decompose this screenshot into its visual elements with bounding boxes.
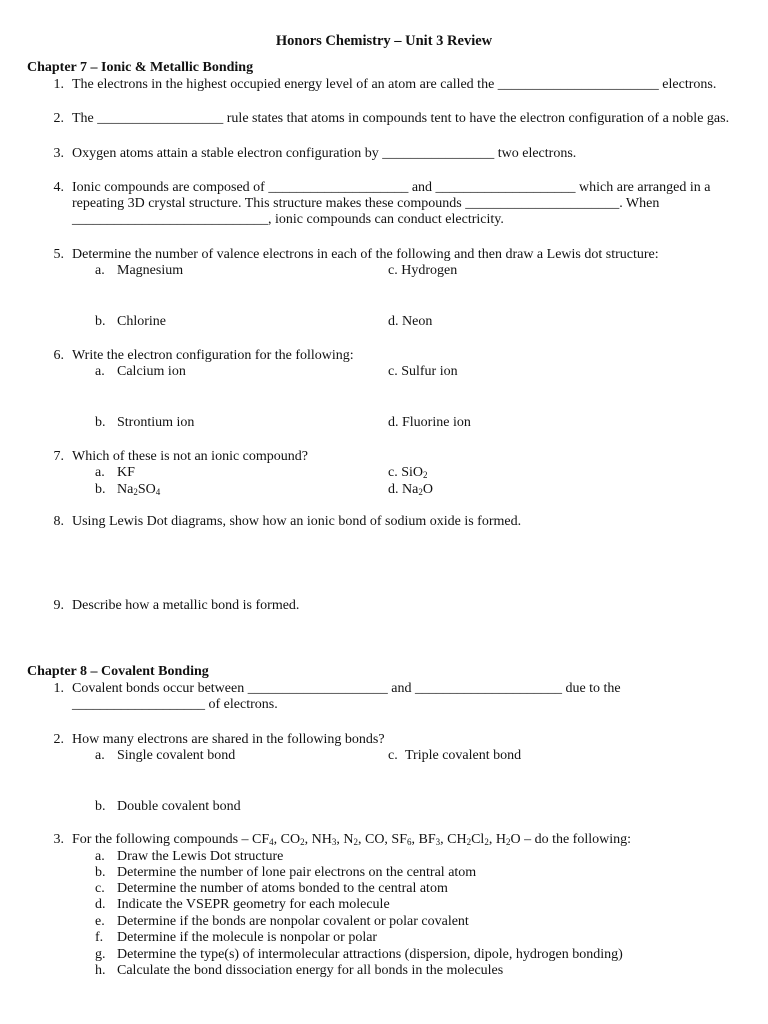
q6-item-b: Strontium ion <box>117 415 195 430</box>
question-number: 1. <box>53 681 64 696</box>
item-letter: b. <box>95 799 106 814</box>
page-title: Honors Chemistry – Unit 3 Review <box>275 33 493 49</box>
item-letter: a. <box>95 364 105 379</box>
item-letter: c. <box>95 881 105 896</box>
ch7-question-4-line-2: repeating 3D crystal structure. This structure makes these compounds ______________________. When <box>72 196 660 211</box>
item-letter: b. <box>95 314 106 329</box>
ch8-question-3: For the following compounds – $CF_4$, $CO_2$, $NH_3$, $N_2$, CO, $SF_6$, $BF_3$, $CH_2Cl_2$, $H_2O$ – do the following: <box>72 832 631 847</box>
item-letter: g. <box>95 947 106 962</box>
q3-task-c: Determine the number of atoms bonded to the central atom <box>117 881 448 896</box>
item-letter: a. <box>95 849 105 864</box>
ch7-question-9: Describe how a metallic bond is formed. <box>72 598 300 613</box>
item-letter: d. <box>95 897 106 912</box>
ch7-question-7: Which of these is not an ionic compound? <box>72 449 308 464</box>
q3-task-f: Determine if the molecule is nonpolar or polar <box>117 930 378 945</box>
item-letter: b. <box>95 865 106 880</box>
question-number: 4. <box>53 180 64 195</box>
ch7-question-8: Using Lewis Dot diagrams, show how an ionic bond of sodium oxide is formed. <box>72 514 522 529</box>
ch7-question-1: The electrons in the highest occupied energy level of an atom are called the _______________________ electrons. <box>72 77 717 92</box>
question-number: 7. <box>53 449 64 464</box>
q6-item-a: Calcium ion <box>117 364 186 379</box>
q3-task-h: Calculate the bond dissociation energy for all bonds in the molecules <box>117 963 504 978</box>
ch7-question-4-line-1: Ionic compounds are composed of ____________________ and ____________________ which are arranged in a <box>72 180 711 195</box>
q7-item-c: c. SiO$_2$ <box>388 465 428 480</box>
question-number: 2. <box>53 732 64 747</box>
item-letter: a. <box>95 465 105 480</box>
q5-item-c: c. Hydrogen <box>388 263 458 278</box>
item-letter: b. <box>95 482 106 497</box>
q7-item-d: d. $Na_2O$ <box>388 482 433 497</box>
item-letter: f. <box>95 930 104 945</box>
q5-item-a: Magnesium <box>117 263 184 278</box>
chapter-8-heading: Chapter 8 – Covalent Bonding <box>27 664 209 679</box>
question-number: 2. <box>53 111 64 126</box>
ch7-question-2: The __________________ rule states that atoms in compounds tent to have the electron configuration of a noble gas. <box>72 111 730 126</box>
question-number: 5. <box>53 247 64 262</box>
q5-item-d: d. Neon <box>388 314 433 329</box>
ch7-question-3: Oxygen atoms attain a stable electron configuration by ________________ two electrons. <box>72 146 577 161</box>
q3-task-g: Determine the type(s) of intermolecular attractions (dispersion, dipole, hydrogen bonding) <box>117 947 623 962</box>
item-letter: b. <box>95 415 106 430</box>
q3-task-e: Determine if the bonds are nonpolar covalent or polar covalent <box>117 914 469 929</box>
item-letter: c. <box>388 748 398 763</box>
item-letter: a. <box>95 263 105 278</box>
q3-task-d: Indicate the VSEPR geometry for each molecule <box>117 897 390 912</box>
ch7-question-5: Determine the number of valence electrons in each of the following and then draw a Lewis dot structure: <box>72 247 659 262</box>
q3-task-b: Determine the number of lone pair electrons on the central atom <box>117 865 477 880</box>
ch8-question-2: How many electrons are shared in the following bonds? <box>72 732 385 747</box>
q6-item-c: c. Sulfur ion <box>388 364 458 379</box>
q6-item-d: d. Fluorine ion <box>388 415 471 430</box>
question-number: 9. <box>53 598 64 613</box>
ch8-question-1-line-1: Covalent bonds occur between ____________________ and _____________________ due to the <box>72 681 621 696</box>
q5-item-b: Chlorine <box>117 314 166 329</box>
q7-item-b: $Na_2SO_4$ <box>117 482 161 497</box>
ch8-question-1-line-2: ___________________ of electrons. <box>72 697 278 712</box>
question-number: 1. <box>53 77 64 92</box>
question-number: 3. <box>53 146 64 161</box>
q2-item-c: Triple covalent bond <box>405 748 522 763</box>
question-number: 3. <box>53 832 64 847</box>
ch7-question-4-line-3: ____________________________, ionic compounds can conduct electricity. <box>72 212 504 227</box>
q2-item-b: Double covalent bond <box>117 799 241 814</box>
q2-item-a: Single covalent bond <box>117 748 236 763</box>
q3-task-a: Draw the Lewis Dot structure <box>117 849 284 864</box>
q7-item-a: KF <box>117 465 135 480</box>
question-number: 8. <box>53 514 64 529</box>
question-number: 6. <box>53 348 64 363</box>
item-letter: a. <box>95 748 105 763</box>
item-letter: e. <box>95 914 105 929</box>
item-letter: h. <box>95 963 106 978</box>
chapter-7-heading: Chapter 7 – Ionic & Metallic Bonding <box>27 60 254 75</box>
ch7-question-6: Write the electron configuration for the following: <box>72 348 354 363</box>
